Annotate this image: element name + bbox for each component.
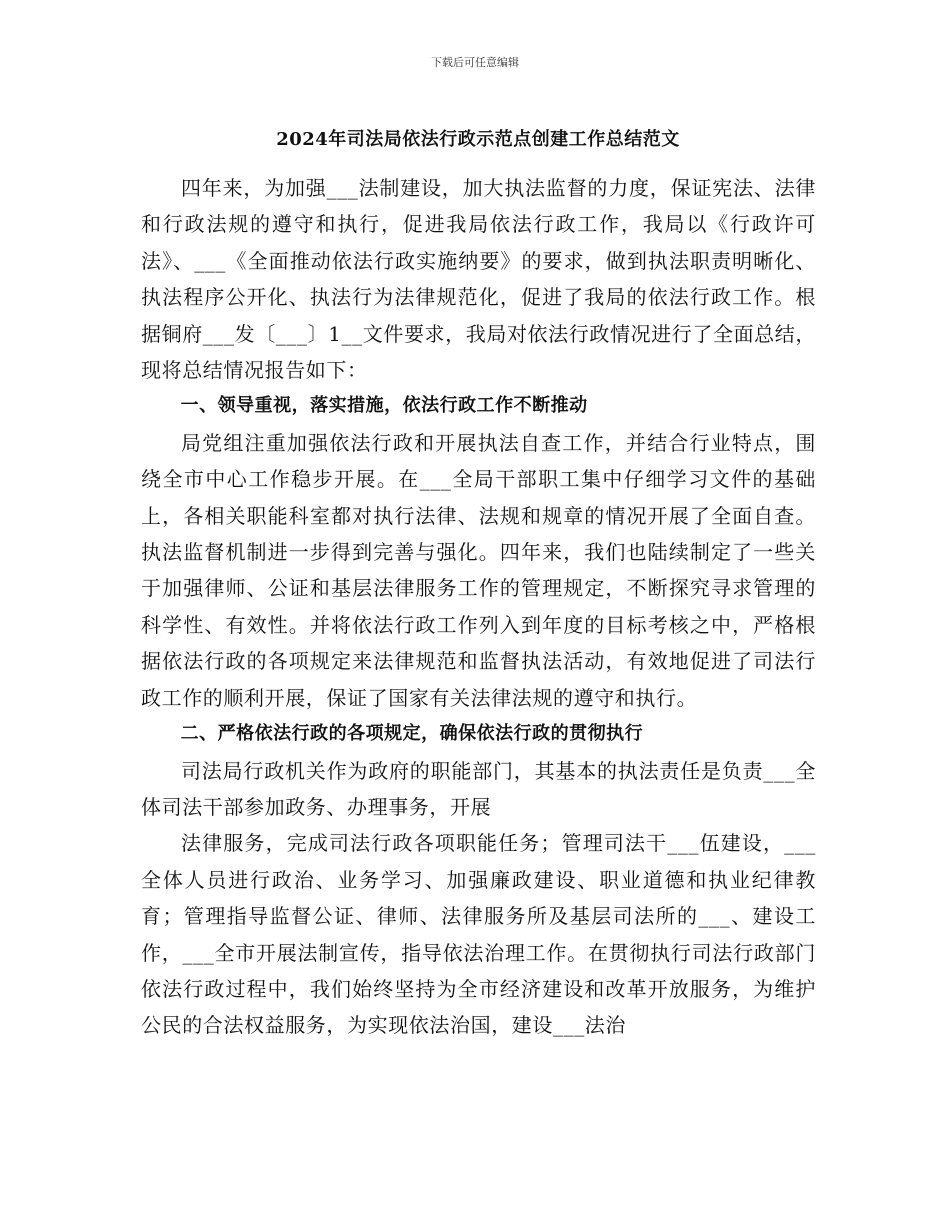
intro-paragraph: 四年来，为加强___法制建设，加大执法监督的力度，保证宪法、法律和行政法规的遵守和执行，促进我局依法行政工作，我局以《行政许可法》、___《全面推动依法行政实施纳要》的要求，做到执法职责明晰化、执法程序公开化、执法行为法律规范化，促进了我局的依法行政工作。根据铜府___发〔___〕1__文件要求，我局对依法行政情况进行了全面总结，现将总结情况报告如下：	[141, 176, 816, 383]
document-body	[141, 170, 816, 1044]
section-1-paragraph: 局党组注重加强依法行政和开展执法自查工作，并结合行业特点，围绕全市中心工作稳步开展。在___全局干部职工集中仔细学习文件的基础上，各相关职能科室都对执行法律、法规和规章的情况开展了全面自查。执法监督机制进一步得到完善与强化。四年来，我们也陆续制定了一些关于加强律师、公证和基层法律服务工作的管理规定，不断探究寻求管理的科学性、有效性。并将依法行政工作列入到年度的目标考核之中，严格根据依法行政的各项规定来法律规范和监督执法活动，有效地促进了司法行政工作的顺利开展，保证了国家有关法律法规的遵守和执行。	[141, 430, 816, 710]
header-note: 下载后可任意编辑	[431, 56, 519, 69]
section-2-paragraph-b: 法律服务，完成司法行政各项职能任务；管理司法干___伍建设，___全体人员进行政治、业务学习、加强廉政建设、职业道德和执业纪律教育；管理指导监督公证、律师、法律服务所及基层司法所的___、建设工作，___全市开展法制宣传，指导依法治理工作。在贯彻执行司法行政部门依法行政过程中，我们始终坚持为全市经济建设和改革开放服务，为维护公民的合法权益服务，为实现依法治国，建设___法治	[141, 831, 816, 1038]
section-2-paragraph-a: 司法局行政机关作为政府的职能部门，其基本的执法责任是负责___全体司法干部参加政务、办理事务，开展	[141, 758, 816, 819]
document-title: 2024年司法局依法行政示范点创建工作总结范文	[276, 129, 680, 150]
section-heading-1: 一、领导重视，落实措施，依法行政工作不断推动	[180, 395, 588, 417]
section-heading-2: 二、严格依法行政的各项规定，确保依法行政的贯彻执行	[180, 723, 644, 745]
